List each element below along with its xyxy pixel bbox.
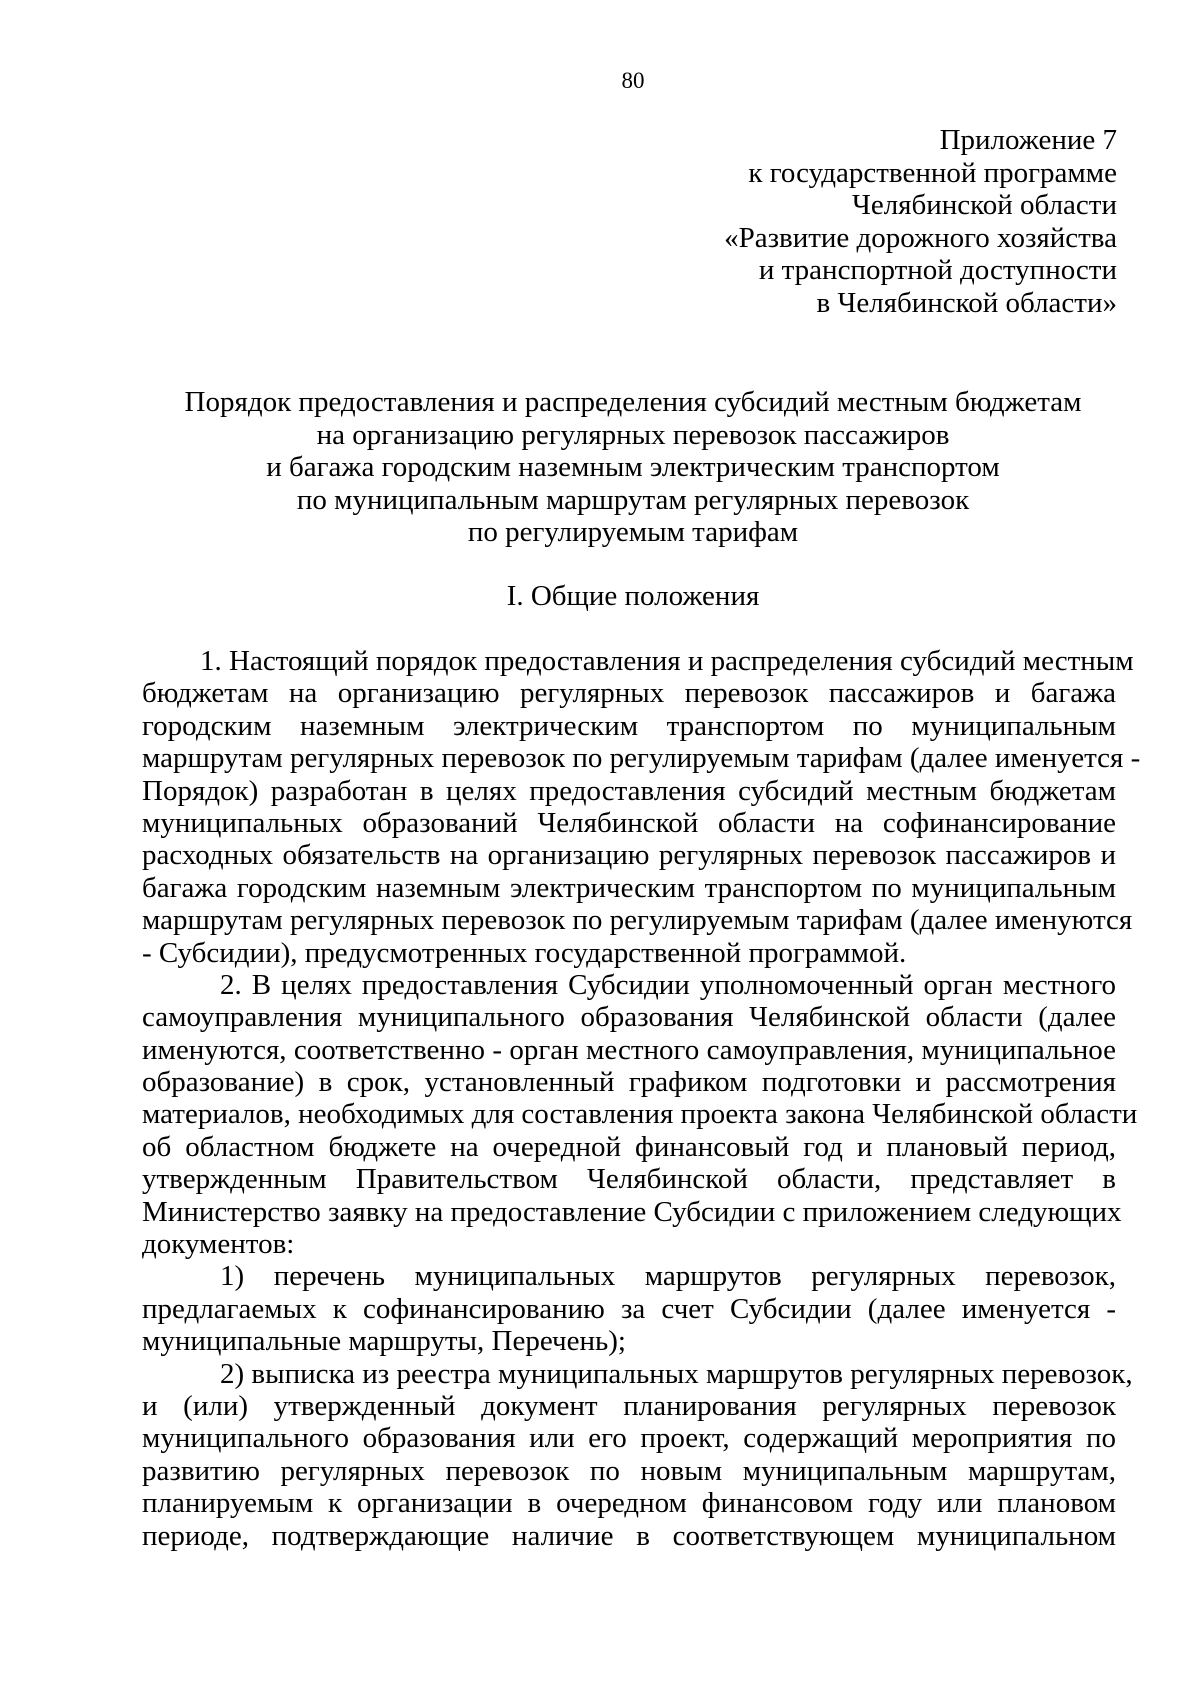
- paragraph-line: материалов, необходимых для составления проекта закона Челябинской области: [142, 1098, 1138, 1131]
- document-title: [0, 386, 1200, 549]
- title-line: Порядок предоставления и распределения субсидий местным бюджетам: [184, 386, 1082, 418]
- title-line: на организацию регулярных перевозок пассажиров: [316, 418, 950, 451]
- page-number: 80: [621, 68, 645, 93]
- paragraph-line: - Субсидии), предусмотренных государственной программой.: [142, 936, 907, 969]
- paragraph-line: 2) выписка из реестра муниципальных маршрутов регулярных перевозок,: [220, 1357, 1133, 1390]
- paragraph-line: об областном бюджете на очередной финансовый год и плановый период,: [142, 1130, 1116, 1163]
- paragraph-line: предлагаемых к софинансированию за счет Субсидии (далее именуется -: [142, 1292, 1116, 1325]
- paragraph-line: развитию регулярных перевозок по новым муниципальным маршрутам,: [142, 1454, 1116, 1487]
- paragraph-line: расходных обязательств на организацию регулярных перевозок пассажиров и: [142, 839, 1116, 872]
- appendix-line: к государственной программе: [748, 156, 1117, 189]
- paragraph-line: багажа городским наземным электрическим транспортом по муниципальным: [142, 871, 1116, 904]
- paragraph-line: маршрутам регулярных перевозок по регулируемым тарифам (далее именуется -: [142, 742, 1141, 775]
- paragraph-line: Порядок) разработан в целях предоставления субсидий местным бюджетам: [142, 774, 1116, 807]
- paragraph-line: периоде, подтверждающие наличие в соответствующем муниципальном: [142, 1519, 1116, 1552]
- title-line: по регулируемым тарифам: [467, 516, 799, 548]
- paragraph-line: утвержденным Правительством Челябинской области, представляет в: [142, 1163, 1116, 1196]
- paragraph-line: самоуправления муниципального образования Челябинской области (далее: [142, 1001, 1116, 1034]
- paragraph-line: планируемым к организации в очередном финансовом году или плановом: [142, 1487, 1116, 1520]
- paragraph-line: бюджетам на организацию регулярных перевозок пассажиров и багажа: [142, 677, 1116, 710]
- appendix-line: Челябинской области: [851, 189, 1117, 221]
- paragraph-line: 1. Настоящий порядок предоставления и распределения субсидий местным: [200, 645, 1134, 677]
- section-heading: I. Общие положения: [506, 580, 760, 612]
- paragraph-line: именуются, соответственно - орган местного самоуправления, муниципальное: [142, 1033, 1116, 1066]
- appendix-line: в Челябинской области»: [816, 286, 1117, 319]
- appendix-line: и транспортной доступности: [758, 254, 1117, 286]
- appendix-header: [724, 124, 1117, 319]
- body-text: [142, 645, 1141, 1552]
- appendix-line: Приложение 7: [939, 124, 1117, 156]
- paragraph-line: Министерство заявку на предоставление Субсидии с приложением следующих: [142, 1195, 1122, 1228]
- paragraph-line: образование) в срок, установленный графиком подготовки и рассмотрения: [142, 1066, 1116, 1099]
- paragraph-line: муниципальные маршруты, Перечень);: [142, 1325, 626, 1358]
- paragraph-line: 1) перечень муниципальных маршрутов регулярных перевозок,: [220, 1260, 1116, 1293]
- paragraph-line: муниципального образования или его проект, содержащий мероприятия по: [142, 1422, 1116, 1455]
- appendix-line: «Развитие дорожного хозяйства: [724, 221, 1117, 254]
- paragraph-line: документов:: [142, 1228, 295, 1261]
- title-line: и багажа городским наземным электрическим транспортом: [266, 451, 1000, 483]
- paragraph-line: городским наземным электрическим транспортом по муниципальным: [142, 709, 1116, 742]
- title-line: по муниципальным маршрутам регулярных перевозок: [296, 483, 970, 516]
- paragraph-line: муниципальных образований Челябинской области на софинансирование: [142, 806, 1116, 839]
- paragraph-line: 2. В целях предоставления Субсидии уполномоченный орган местного: [220, 968, 1116, 1001]
- paragraph-line: маршрутам регулярных перевозок по регулируемым тарифам (далее именуются: [142, 904, 1133, 937]
- paragraph-line: и (или) утвержденный документ планирования регулярных перевозок: [142, 1389, 1116, 1422]
